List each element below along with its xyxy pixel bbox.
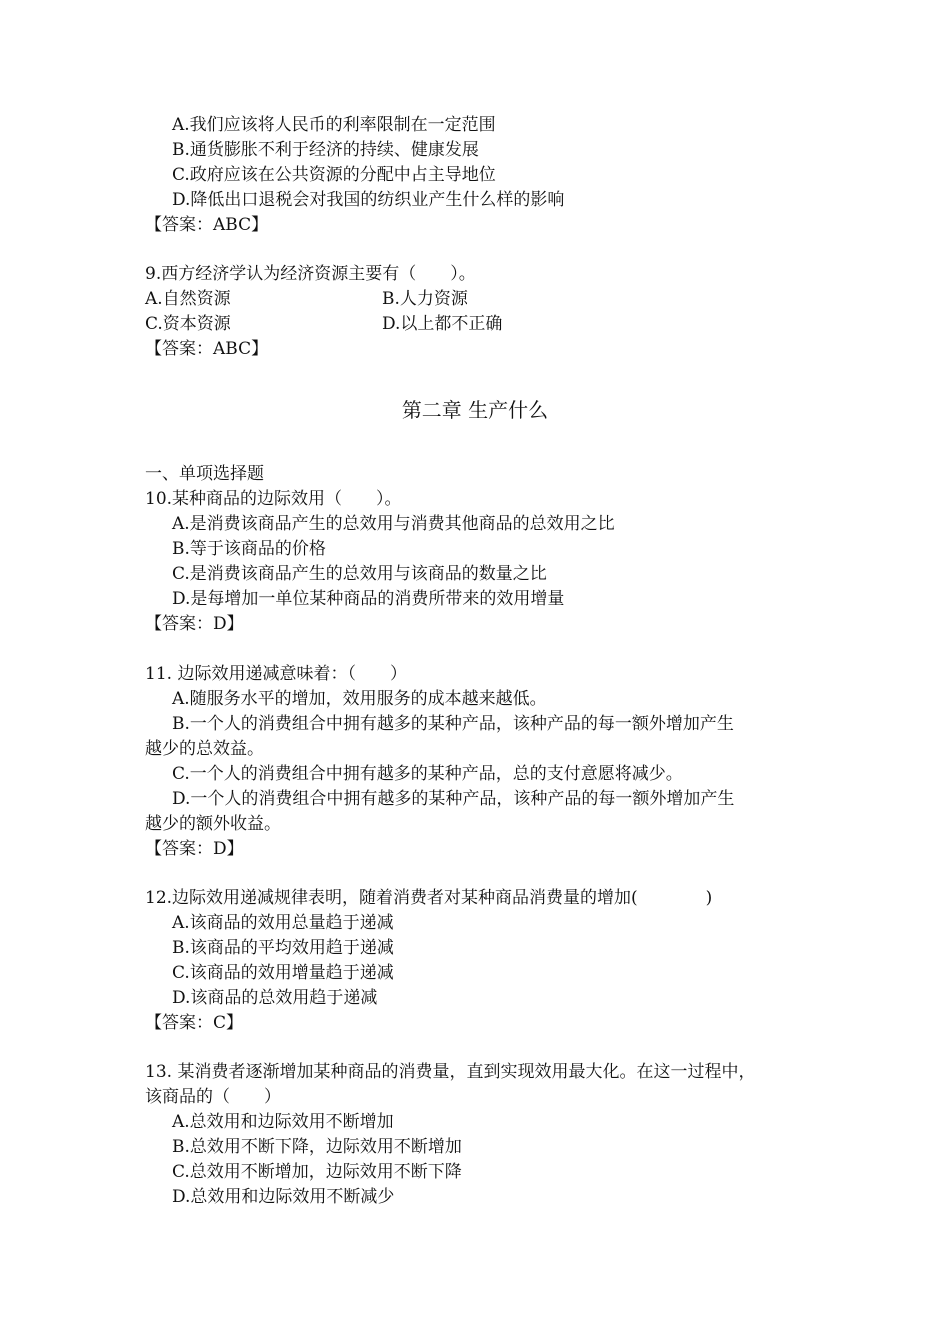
q11-option-d: D.一个人的消费组合中拥有越多的某种产品，该种产品的每一额外增加产生 xyxy=(172,789,735,809)
q9-stem: 9.西方经济学认为经济资源主要有（ ）。 xyxy=(145,264,476,284)
q8-option-b: B.通货膨胀不利于经济的持续、健康发展 xyxy=(172,140,479,160)
section-title: 一、单项选择题 xyxy=(145,464,264,484)
q9-option-a: A.自然资源 xyxy=(145,289,231,309)
q13-stem: 13. 某消费者逐渐增加某种商品的消费量，直到实现效用最大化。在这一过程中， xyxy=(145,1062,756,1082)
q12-stem: 12.边际效用递减规律表明，随着消费者对某种商品消费量的增加( ) xyxy=(145,888,713,908)
q13-option-a: A.总效用和边际效用不断增加 xyxy=(172,1112,394,1132)
q12-option-b: B.该商品的平均效用趋于递减 xyxy=(172,938,394,958)
q9-option-c: C.资本资源 xyxy=(145,314,231,334)
q10-stem: 10.某种商品的边际效用（ ）。 xyxy=(145,489,402,509)
chapter-title: 第二章 生产什么 xyxy=(401,398,549,422)
q13-option-c: C.总效用不断增加，边际效用不断下降 xyxy=(172,1162,462,1182)
q12-option-a: A.该商品的效用总量趋于递减 xyxy=(172,913,394,933)
q11-option-b-continued: 越少的总效益。 xyxy=(145,739,264,759)
q8-option-c: C.政府应该在公共资源的分配中占主导地位 xyxy=(172,165,496,185)
q12-answer: 【答案：C】 xyxy=(145,1013,244,1033)
q12-option-d: D.该商品的总效用趋于递减 xyxy=(172,988,378,1008)
q11-option-c: C.一个人的消费组合中拥有越多的某种产品，总的支付意愿将减少。 xyxy=(172,764,683,784)
q10-option-d: D.是每增加一单位某种商品的消费所带来的效用增量 xyxy=(172,589,565,609)
q8-option-a: A.我们应该将人民币的利率限制在一定范围 xyxy=(172,115,496,135)
q10-option-c: C.是消费该商品产生的总效用与该商品的数量之比 xyxy=(172,564,547,584)
q11-stem: 11. 边际效用递减意味着：（ ） xyxy=(145,664,407,684)
q9-option-d: D.以上都不正确 xyxy=(382,314,503,334)
q11-option-d-continued: 越少的额外收益。 xyxy=(145,814,281,834)
q9-answer: 【答案：ABC】 xyxy=(145,339,269,359)
q11-option-a: A.随服务水平的增加，效用服务的成本越来越低。 xyxy=(172,689,547,709)
q11-option-b: B.一个人的消费组合中拥有越多的某种产品，该种产品的每一额外增加产生 xyxy=(172,714,734,734)
q11-answer: 【答案：D】 xyxy=(145,839,244,859)
q9-option-b: B.人力资源 xyxy=(382,289,468,309)
q10-answer: 【答案：D】 xyxy=(145,614,244,634)
q13-option-d: D.总效用和边际效用不断减少 xyxy=(172,1187,395,1207)
q8-option-d: D.降低出口退税会对我国的纺织业产生什么样的影响 xyxy=(172,190,565,210)
q13-option-b: B.总效用不断下降，边际效用不断增加 xyxy=(172,1137,462,1157)
q10-option-a: A.是消费该商品产生的总效用与消费其他商品的总效用之比 xyxy=(172,514,615,534)
q10-option-b: B.等于该商品的价格 xyxy=(172,539,326,559)
q13-stem-continued: 该商品的（ ） xyxy=(145,1087,281,1107)
q12-option-c: C.该商品的效用增量趋于递减 xyxy=(172,963,394,983)
q8-answer: 【答案：ABC】 xyxy=(145,215,269,235)
